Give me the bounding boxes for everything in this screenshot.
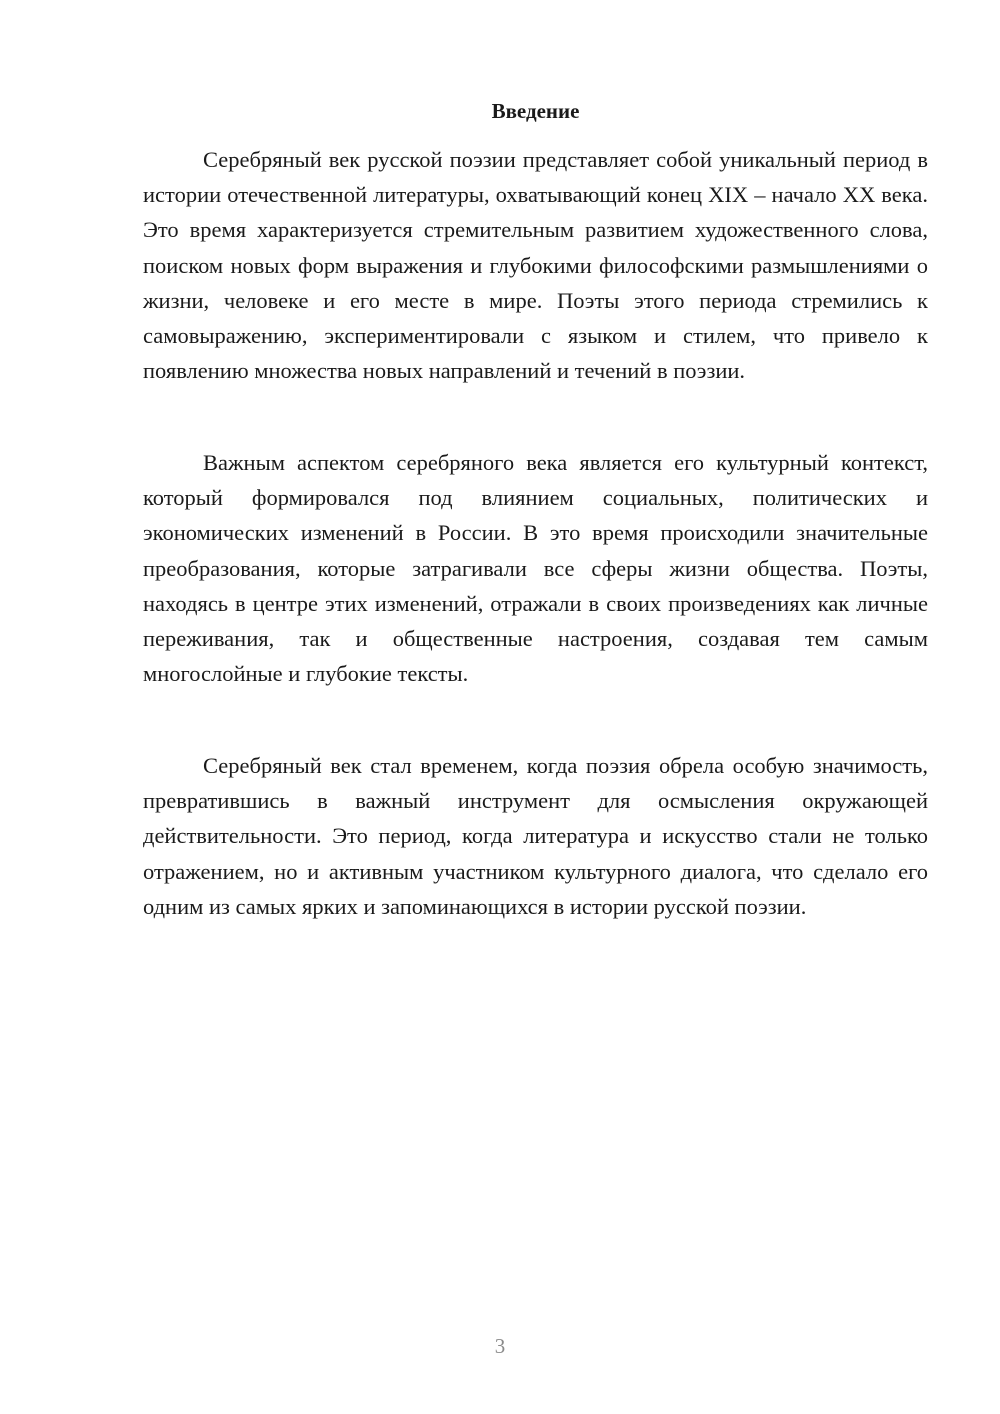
paragraph-3: Серебряный век стал временем, когда поэзия обрела особую значимость, превратившись в важный инструмент для осмысления окружающей действительности. Это период, когда литература и искусство стали не только отражением, но и активным участником культурного диалога, что сделало его одним из самых ярких и запоминающихся в истории русской поэзии. bbox=[143, 753, 928, 919]
section-heading: Введение bbox=[491, 99, 580, 123]
page-number: 3 bbox=[494, 1334, 506, 1358]
paragraph-1: Серебряный век русской поэзии представляет собой уникальный период в истории отечественной литературы, охватывающий конец XIX – начало XX века. Это время характеризуется стремительным развитием художественного слова, поиском новых форм выражения и глубокими философскими размышлениями о жизни, человеке и его месте в мире. Поэты этого периода стремились к самовыражению, экспериментировали с языком и стилем, что привело к появлению множества новых направлений и течений в поэзии. bbox=[143, 147, 928, 384]
paragraph-2: Важным аспектом серебряного века является его культурный контекст, который формировался под влиянием социальных, политических и экономических изменений в России. В это время происходили значительные преобразования, которые затрагивали все сферы жизни общества. Поэты, находясь в центре этих изменений, отражали в своих произведениях как личные переживания, так и общественные настроения, создавая тем самым многослойные и глубокие тексты. bbox=[143, 450, 928, 687]
